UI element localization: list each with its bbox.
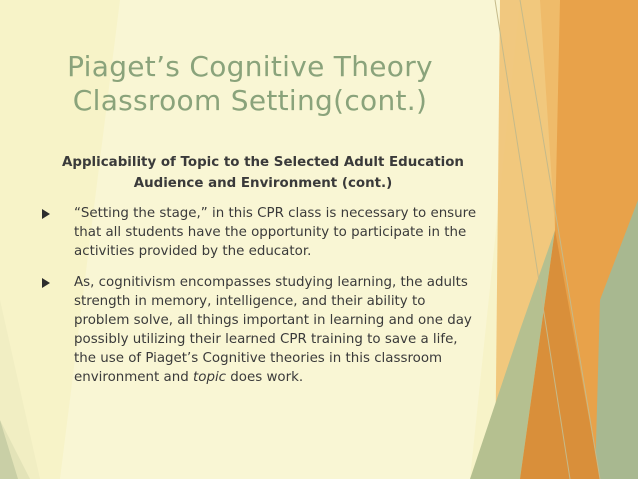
title-line-2: Classroom Setting(cont.) [72,84,428,117]
bullet-arrow-icon [42,209,50,219]
bullet-item [42,273,482,387]
slide-subtitle [48,152,478,194]
bullet-text-part: As, cognitivism encompasses studying learning, the adults strength in memory, intelligence, and their ability to problem solve, all things important in learning and one day possibly utilizing their learned CPR training to save a life, the use of Piaget’s Cognitive theories in this classroom environment and [74,275,472,385]
subtitle-line-1: Applicability of Topic to the Selected Adult Education [62,155,464,170]
bullet-item [42,204,482,261]
bullet-arrow-icon [42,278,50,288]
bullet-text: “Setting the stage,” in this CPR class is necessary to ensure that all students have the opportunity to participate in the activities provided by the educator. [74,206,477,259]
slide-title [40,50,460,118]
bullet-text-part: does work. [226,370,304,385]
title-line-1: Piaget’s Cognitive Theory [67,50,433,83]
bullet-list [42,204,482,399]
subtitle-line-2: Audience and Environment (cont.) [133,176,393,191]
bullet-text [74,275,472,385]
bullet-emphasis: topic [193,370,227,385]
